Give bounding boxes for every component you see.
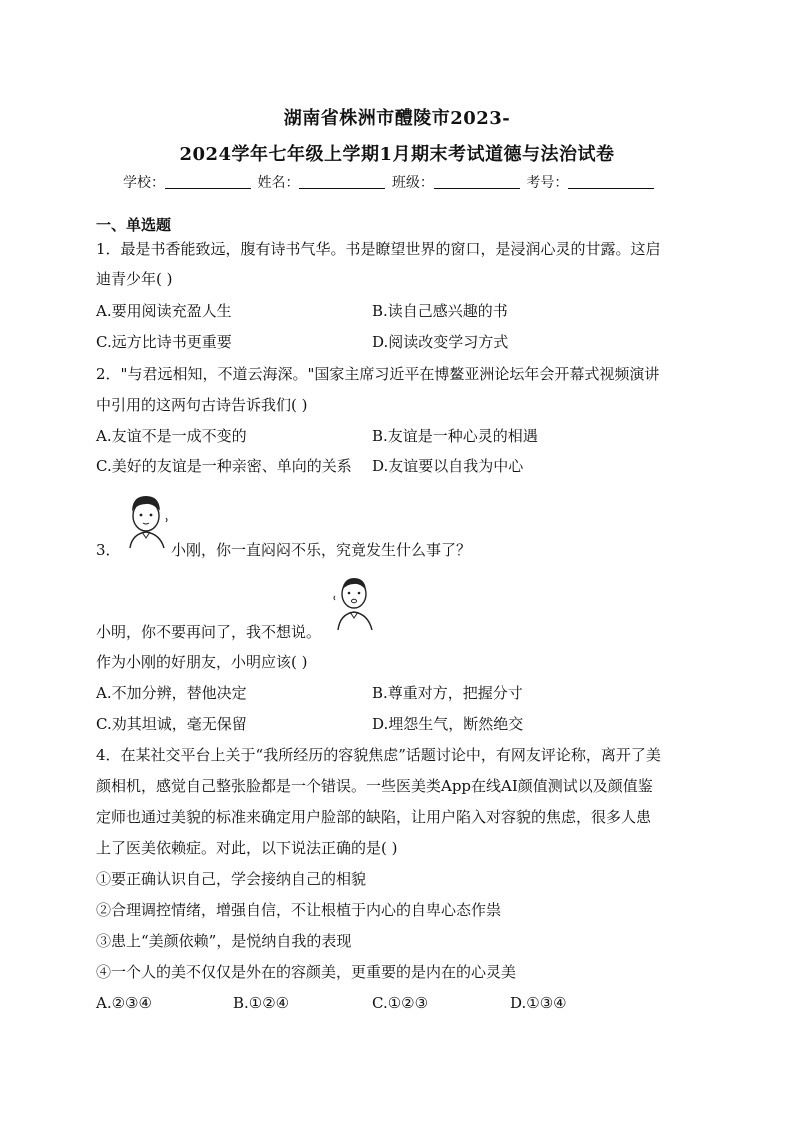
- q2-option-c[interactable]: C.美好的友谊是一种亲密、单向的关系: [96, 457, 352, 475]
- q4-statement-2: ②合理调控情绪，增强自信，不让根植于内心的自卑心态作祟: [96, 901, 502, 919]
- q4-stem-line3: 定师也通过美貌的标准来确定用户脸部的缺陷，让用户陷入对容貌的焦虑，很多人患: [96, 808, 652, 826]
- q1-option-b[interactable]: B.读自己感兴趣的书: [372, 302, 508, 320]
- class-label: 班级：: [391, 175, 434, 191]
- q2-option-b[interactable]: B.友谊是一种心灵的相遇: [372, 427, 538, 445]
- q3-number: 3．: [96, 541, 121, 559]
- q1-stem-line1: 1．最是书香能致远，腹有诗书气华。书是瞭望世界的窗口，是浸润心灵的甘露。这启: [96, 240, 661, 258]
- q3-speech-xiaogang: 小明，你不要再问了，我不想说。: [96, 623, 322, 641]
- q4-statement-3: ③患上“美颜依赖”，是悦纳自我的表现: [96, 932, 352, 950]
- section-heading: 一、单选题: [96, 216, 172, 234]
- q4-option-d[interactable]: D.①③④: [510, 994, 567, 1012]
- school-label: 学校：: [123, 175, 165, 191]
- q3-option-d[interactable]: D.埋怨生气，断然绝交: [372, 715, 524, 733]
- exam-title-line1: 湖南省株洲市醴陵市2023-: [283, 108, 511, 129]
- q4-option-b[interactable]: B.①②④: [233, 994, 290, 1012]
- q3-option-c[interactable]: C.劝其坦诚，毫无保留: [96, 715, 247, 733]
- boy-xiaogang-reply-illustration: [332, 572, 378, 632]
- exam-number-label: 考号：: [526, 175, 569, 191]
- q2-stem-line1: 2．"与君远相知，不道云海深。"国家主席习近平在博鳌亚洲论坛年会开幕式视频演讲: [96, 365, 660, 383]
- class-blank[interactable]: [434, 174, 520, 189]
- exam-title-line2: 2024学年七年级上学期1月期末考试道德与法治试卷: [179, 144, 615, 165]
- q4-stem-line2: 颜相机，感觉自己整张脸都是一个错误。一些医美类App在线AI颜值测试以及颜值鉴: [96, 777, 653, 795]
- q4-statement-4: ④一个人的美不仅仅是外在的容颜美，更重要的是内在的心灵美: [96, 963, 517, 981]
- q4-statement-1: ①要正确认识自己，学会接纳自己的相貌: [96, 870, 367, 888]
- name-label: 姓名：: [257, 175, 300, 191]
- q4-option-a[interactable]: A.②③④: [96, 994, 152, 1012]
- boy-xiaogang-illustration: [122, 490, 172, 550]
- student-info-row: [123, 172, 656, 192]
- q1-stem-line2: 迪青少年( ): [96, 270, 173, 288]
- name-blank[interactable]: [299, 174, 385, 189]
- q3-option-a[interactable]: A.不加分辨，替他决定: [96, 684, 247, 702]
- q4-stem-line4: 上了医美依赖症。对此，以下说法正确的是( ): [96, 839, 398, 857]
- q4-option-c[interactable]: C.①②③: [372, 994, 429, 1012]
- q2-option-d[interactable]: D.友谊要以自我为中心: [372, 457, 524, 475]
- q3-stem: 作为小刚的好朋友，小明应该( ): [96, 653, 308, 671]
- q1-option-d[interactable]: D.阅读改变学习方式: [372, 333, 509, 351]
- school-blank[interactable]: [165, 174, 251, 189]
- q4-stem-line1: 4．在某社交平台上关于“我所经历的容貌焦虑”话题讨论中，有网友评论称，离开了美: [96, 746, 661, 764]
- q1-option-a[interactable]: A.要用阅读充盈人生: [96, 302, 232, 320]
- q2-stem-line2: 中引用的这两句古诗告诉我们( ): [96, 396, 308, 414]
- exam-number-blank[interactable]: [568, 174, 654, 189]
- q2-option-a[interactable]: A.友谊不是一成不变的: [96, 427, 247, 445]
- q3-option-b[interactable]: B.尊重对方，把握分寸: [372, 684, 523, 702]
- q3-speech-xiaoming: 小刚，你一直闷闷不乐，究竟发生什么事了？: [171, 541, 472, 559]
- q1-option-c[interactable]: C.远方比诗书更重要: [96, 333, 232, 351]
